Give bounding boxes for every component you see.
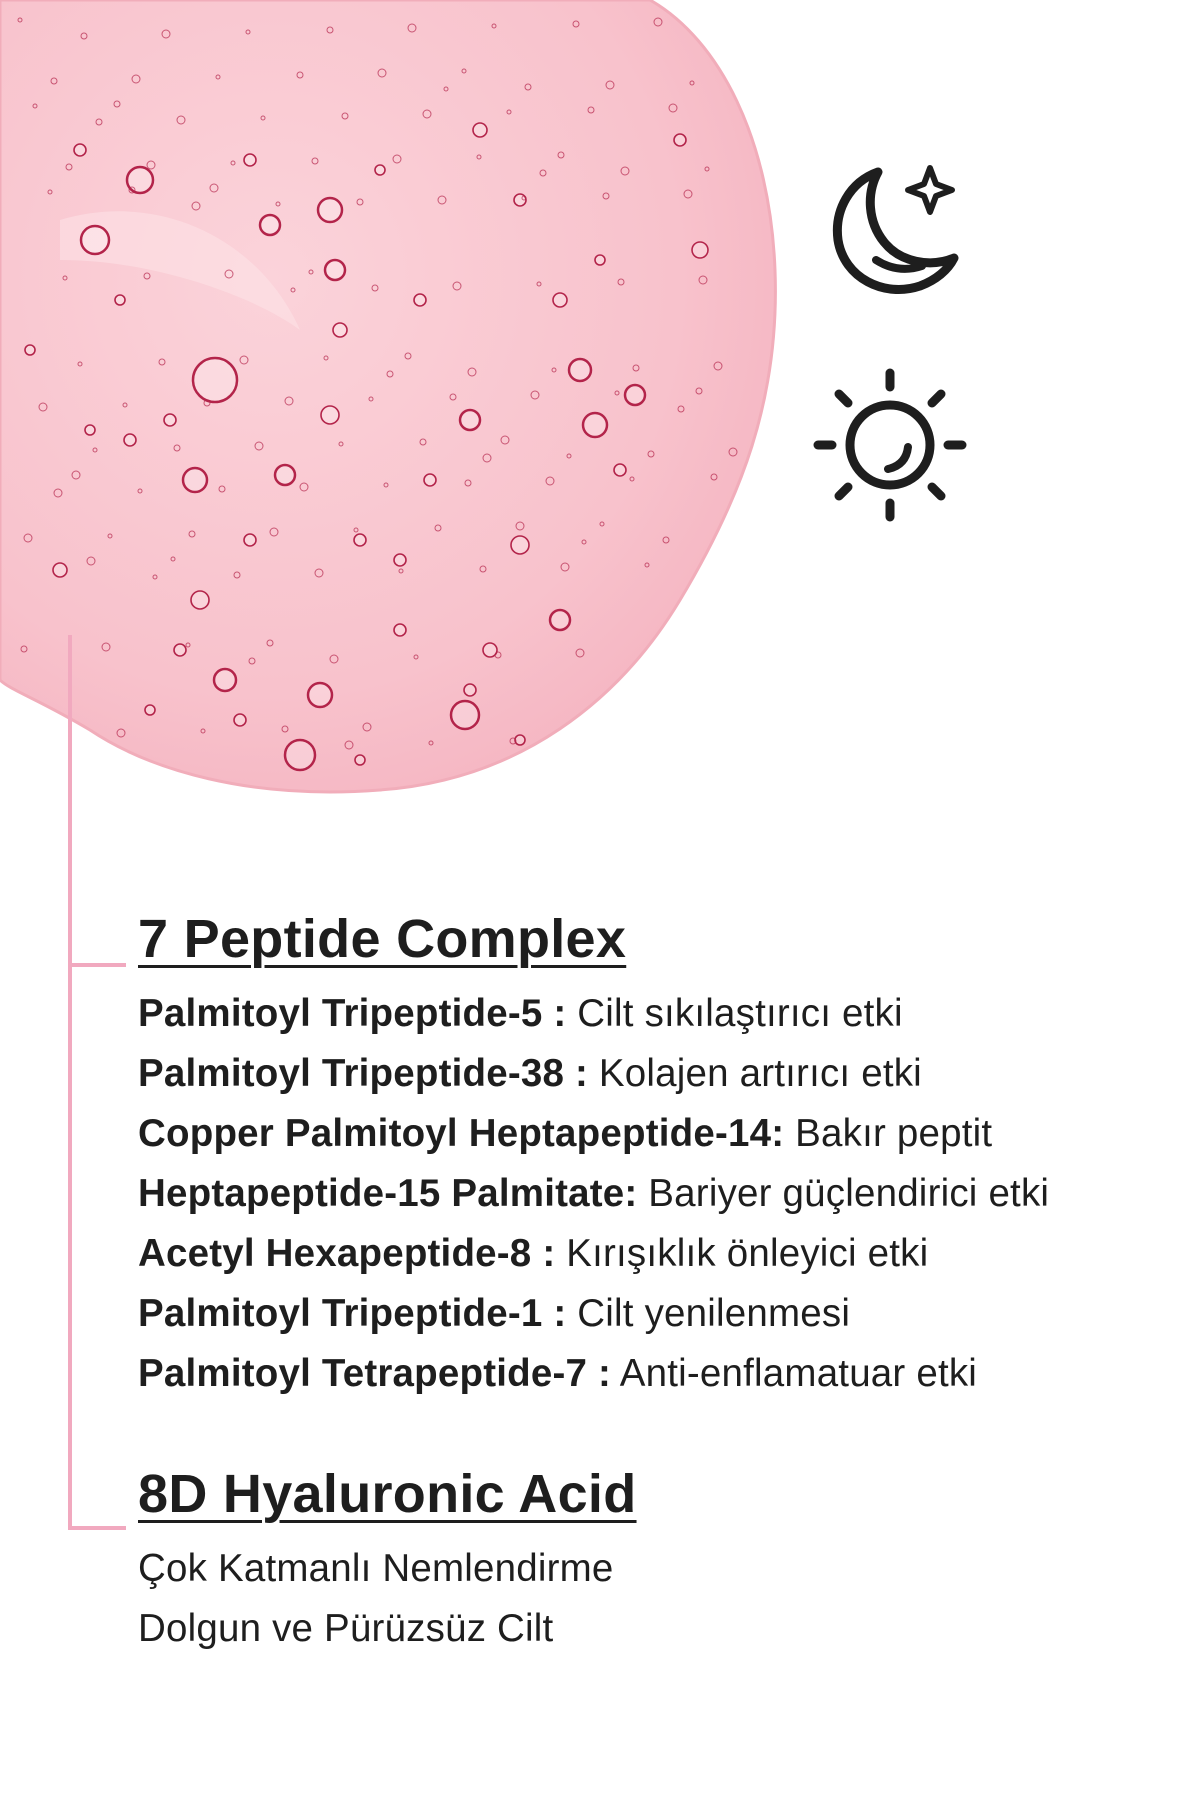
gel-bubble: [321, 406, 339, 424]
gel-bubble: [394, 554, 406, 566]
peptide-name: Palmitoyl Tripeptide-38 :: [138, 1052, 588, 1095]
peptide-list: [138, 984, 1049, 1404]
peptide-desc: Cilt yenilenmesi: [566, 1292, 851, 1335]
peptide-item: [138, 1344, 1049, 1404]
gel-bubble: [234, 714, 246, 726]
gel-bubble: [260, 215, 280, 235]
gel-bubble: [375, 165, 385, 175]
hyaluronic-benefit-line: Çok Katmanlı Nemlendirme: [138, 1547, 614, 1590]
gel-bubble: [394, 624, 406, 636]
gel-speck: [720, 36, 724, 40]
gel-bubble: [333, 323, 347, 337]
peptide-item: [138, 1164, 1049, 1224]
gel-bubble: [674, 134, 686, 146]
gel-bubble: [244, 154, 256, 166]
gel-bubble: [625, 385, 645, 405]
gel-bubble: [460, 410, 480, 430]
peptide-complex-heading: 7 Peptide Complex: [138, 909, 627, 969]
gel-bubble: [583, 413, 607, 437]
peptide-name: Copper Palmitoyl Heptapeptide-14:: [138, 1112, 785, 1155]
peptide-item: [138, 984, 1049, 1044]
gel-bubble: [614, 464, 626, 476]
peptide-desc: Bakır peptit: [784, 1112, 993, 1155]
gel-bubble: [464, 684, 476, 696]
peptide-name: Palmitoyl Tetrapeptide-7 :: [138, 1352, 611, 1395]
peptide-complex-section: [138, 908, 1049, 1404]
gel-bubble: [214, 669, 236, 691]
peptide-item: [138, 1224, 1049, 1284]
gel-speck: [660, 649, 664, 653]
peptide-desc: Anti-enflamatuar etki: [611, 1352, 978, 1395]
gel-bubble: [354, 534, 366, 546]
gel-bubble: [244, 534, 256, 546]
peptide-desc: Bariyer güçlendirici etki: [637, 1172, 1050, 1215]
peptide-name: Palmitoyl Tripeptide-1 :: [138, 1292, 567, 1335]
hyaluronic-benefit-line: Dolgun ve Pürüzsüz Cilt: [138, 1607, 554, 1650]
gel-bubble: [424, 474, 436, 486]
gel-bubble: [451, 701, 479, 729]
gel-bubble: [473, 123, 487, 137]
sun-icon: [810, 365, 970, 525]
peptide-name: Palmitoyl Tripeptide-5 :: [138, 992, 567, 1035]
gel-bubble: [355, 755, 365, 765]
gel-bubble: [275, 465, 295, 485]
gel-bubble: [692, 242, 708, 258]
gel-speck: [591, 735, 599, 743]
moon-with-star-icon: [820, 150, 960, 300]
gel-bubble: [553, 293, 567, 307]
peptide-item: [138, 1104, 1049, 1164]
peptide-item: [138, 1284, 1049, 1344]
gel-bubble: [569, 359, 591, 381]
peptide-name: Heptapeptide-15 Palmitate:: [138, 1172, 638, 1215]
gel-bubble: [318, 198, 342, 222]
gel-bubble: [325, 260, 345, 280]
gel-bubble: [414, 294, 426, 306]
peptide-desc: Cilt sıkılaştırıcı etki: [566, 992, 903, 1035]
gel-bubble: [285, 740, 315, 770]
peptide-desc: Kolajen artırıcı etki: [588, 1052, 922, 1095]
hyaluronic-acid-heading: 8D Hyaluronic Acid: [138, 1464, 637, 1524]
peptide-item: [138, 1044, 1049, 1104]
gel-bubble: [308, 683, 332, 707]
peptide-name: Acetyl Hexapeptide-8 :: [138, 1232, 556, 1275]
gel-speck: [726, 560, 732, 566]
gel-bubble: [595, 255, 605, 265]
gel-bubble: [550, 610, 570, 630]
peptide-desc: Kırışıklık önleyici etki: [555, 1232, 929, 1275]
gel-bubble: [515, 735, 525, 745]
gel-bubble: [511, 536, 529, 554]
gel-speck: [675, 735, 679, 739]
hyaluronic-acid-section: [138, 1463, 637, 1659]
